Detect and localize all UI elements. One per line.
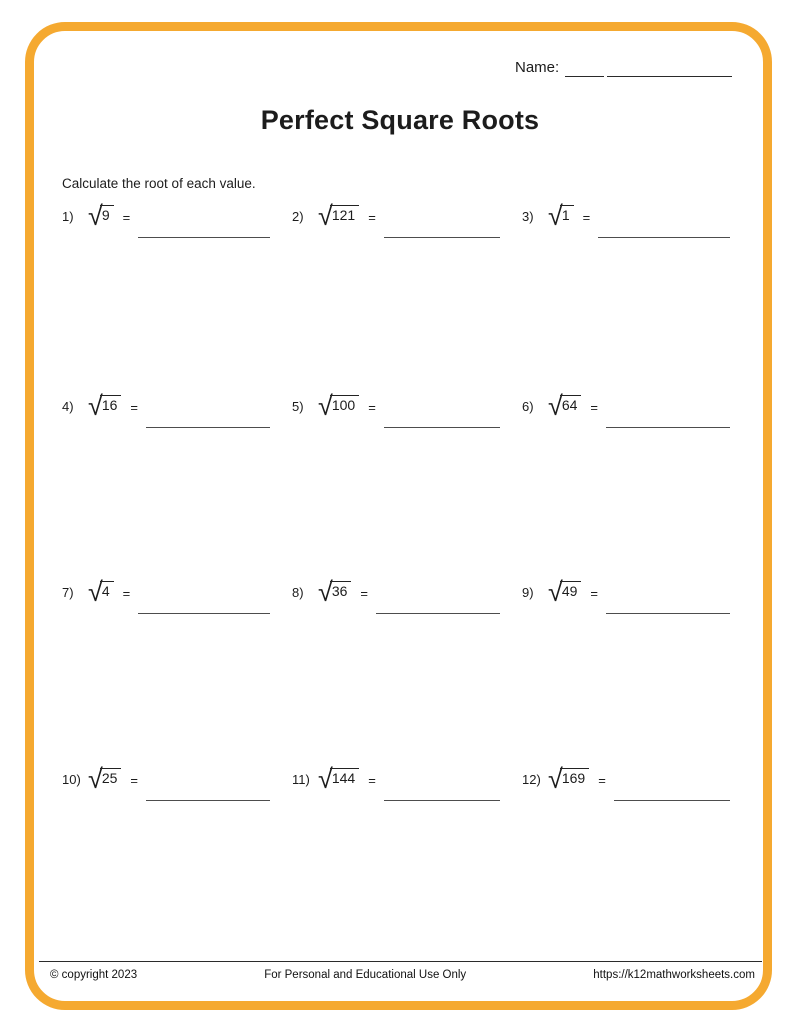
problem-7 (62, 572, 270, 612)
radicand: 144 (330, 768, 359, 786)
equals-sign: = (122, 209, 131, 225)
sqrt-expression (88, 576, 114, 607)
copyright-text: © copyright 2023 (50, 969, 138, 981)
answer-blank[interactable] (376, 574, 500, 614)
footer-divider (39, 961, 762, 962)
problem-number: 2) (292, 208, 304, 224)
name-label: Name: (515, 59, 560, 76)
radicand: 1 (560, 205, 574, 223)
answer-blank[interactable] (138, 574, 270, 614)
usage-text: For Personal and Educational Use Only (264, 969, 467, 981)
problem-number: 8) (292, 584, 304, 600)
problem-2 (292, 196, 500, 236)
decorative-border (25, 22, 772, 1010)
sqrt-expression (548, 576, 581, 607)
radicand: 16 (100, 395, 122, 413)
problem-row-3 (62, 572, 730, 612)
problem-11 (292, 759, 500, 799)
equals-sign: = (598, 772, 606, 788)
sqrt-expression (548, 763, 589, 794)
problem-number: 9) (522, 584, 534, 600)
problem-number: 10) (62, 771, 81, 787)
answer-blank[interactable] (384, 761, 500, 801)
radical-icon: √ (548, 200, 563, 231)
equals-sign: = (368, 209, 376, 225)
equals-sign: = (590, 585, 598, 601)
equals-sign: = (130, 772, 138, 788)
problem-3 (522, 196, 730, 236)
radicand: 64 (560, 395, 582, 413)
problem-1 (62, 196, 270, 236)
radicand: 169 (560, 768, 589, 786)
page-title: Perfect Square Roots (260, 105, 540, 135)
answer-blank[interactable] (606, 388, 730, 428)
sqrt-expression (318, 390, 359, 421)
equals-sign: = (590, 399, 598, 415)
name-input-line[interactable] (607, 59, 732, 77)
problem-number: 4) (62, 398, 74, 414)
radicand: 25 (100, 768, 122, 786)
radical-icon: √ (548, 390, 563, 421)
answer-blank[interactable] (384, 388, 500, 428)
radicand: 36 (330, 581, 352, 599)
radical-icon: √ (88, 390, 103, 421)
radical-icon: √ (318, 576, 333, 607)
sqrt-expression (548, 200, 574, 231)
name-field-row (515, 59, 732, 77)
problem-number: 5) (292, 398, 304, 414)
problem-9 (522, 572, 730, 612)
radical-icon: √ (318, 390, 333, 421)
sqrt-expression (318, 576, 351, 607)
problem-4 (62, 386, 270, 426)
instruction-text: Calculate the root of each value. (62, 176, 256, 191)
radicand: 100 (330, 395, 359, 413)
equals-sign: = (368, 399, 376, 415)
problem-number: 11) (292, 771, 310, 787)
sqrt-expression (88, 763, 121, 794)
problem-row-1 (62, 196, 730, 236)
problem-12 (522, 759, 730, 799)
sqrt-expression (88, 390, 121, 421)
footer (50, 969, 755, 981)
answer-blank[interactable] (598, 198, 730, 238)
sqrt-expression (88, 200, 114, 231)
equals-sign: = (130, 399, 138, 415)
equals-sign: = (582, 209, 591, 225)
radical-icon: √ (88, 576, 103, 607)
problem-6 (522, 386, 730, 426)
sqrt-expression (548, 390, 581, 421)
answer-blank[interactable] (614, 761, 730, 801)
answer-blank[interactable] (606, 574, 730, 614)
problem-row-4 (62, 759, 730, 799)
problem-5 (292, 386, 500, 426)
equals-sign: = (360, 585, 368, 601)
name-input-line[interactable] (565, 59, 604, 77)
answer-blank[interactable] (146, 761, 270, 801)
radical-icon: √ (548, 763, 563, 794)
radicand: 121 (330, 205, 359, 223)
sqrt-expression (318, 763, 359, 794)
problem-number: 3) (522, 208, 534, 224)
radicand: 4 (100, 581, 114, 599)
problem-row-2 (62, 386, 730, 426)
answer-blank[interactable] (138, 198, 270, 238)
answer-blank[interactable] (384, 198, 500, 238)
website-link[interactable]: https://k12mathworksheets.com (593, 969, 755, 981)
equals-sign: = (122, 585, 131, 601)
radicand: 9 (100, 205, 114, 223)
problem-8 (292, 572, 500, 612)
radical-icon: √ (318, 200, 333, 231)
radical-icon: √ (88, 763, 103, 794)
problem-number: 7) (62, 584, 74, 600)
problem-number: 12) (522, 771, 541, 787)
radical-icon: √ (548, 576, 563, 607)
sqrt-expression (318, 200, 359, 231)
problem-number: 6) (522, 398, 534, 414)
radical-icon: √ (318, 763, 333, 794)
radical-icon: √ (88, 200, 103, 231)
problem-number: 1) (62, 208, 74, 224)
radicand: 49 (560, 581, 582, 599)
answer-blank[interactable] (146, 388, 270, 428)
equals-sign: = (368, 772, 376, 788)
problem-10 (62, 759, 270, 799)
